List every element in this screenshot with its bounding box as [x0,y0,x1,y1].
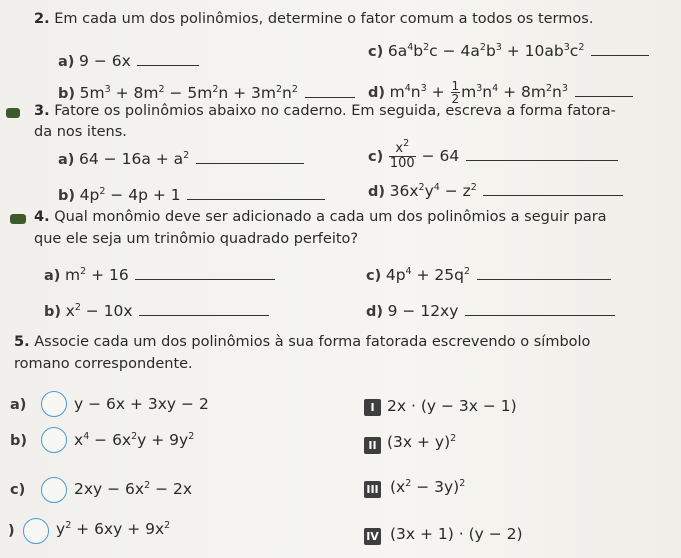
q5-left-d-label: ) [8,523,15,539]
q2-item-a [58,52,199,70]
q3-item-d [368,182,623,200]
q2-item-a-expr: 9 − 6x [79,52,131,70]
answer-blank[interactable] [477,278,611,280]
roman-numeral-badge: IV [364,528,381,545]
q3-header-line1 [34,103,616,119]
q4-item-c-label: c) [366,268,382,284]
answer-blank[interactable] [139,314,269,316]
answer-blank[interactable] [135,278,275,280]
q3-header-line2: da nos itens. [34,124,127,140]
q2-item-c-expr: $6a^4b^2c - 4a^2b^3 + 10ab^3c^2$ [387,42,585,60]
q2-item-d [368,80,633,105]
answer-blank[interactable] [465,314,615,316]
q5-left-c-expr: $2xy - 6x^2 - 2x$ [74,480,193,498]
q3-item-a-label: a) [58,152,75,168]
q4-item-d-expr: 9 − 12xy [387,302,459,320]
q4-item-d [366,302,615,320]
q5-left-a-label: a) [10,397,27,413]
answer-blank[interactable] [187,198,325,200]
q5-left-c [10,482,25,498]
q5-right-4-expr: (3x + 1) · (y − 2) [390,525,523,543]
q4-header-line2: que ele seja um trinômio quadrado perfeito? [34,231,359,247]
q4-item-a-expr: $m^2 + 16$ [65,266,129,284]
q2-item-a-label: a) [58,54,75,70]
q3-item-b [58,186,325,204]
q4-item-b-expr: $x^2 - 10x$ [65,302,133,320]
q2-number: 2. [34,11,50,27]
q3-item-b-expr: $4p^2 - 4p + 1$ [79,186,181,204]
q5-left-a [10,397,26,413]
q4-item-b-label: b) [44,304,62,320]
q3-item-c [368,138,618,171]
q3-item-c-label: c) [368,149,384,165]
q3-text-line1: Fatore os polinômios abaixo no caderno. Em seguida, escreva a forma fatora- [54,103,616,119]
q3-item-d-expr: $36x^2y^4 - z^2$ [389,182,477,200]
q2-item-d-expr: $m^4n^3$ + $\frac{1}{2}$ $m^3n^4 + 8m^2n^3$ [389,79,568,106]
answer-circle[interactable] [41,477,67,503]
q5-text-line1: Associe cada um dos polinômios à sua forma fatorada escrevendo o símbolo [34,334,591,350]
answer-blank[interactable] [575,95,633,97]
q2-item-b-label: b) [58,86,76,102]
q5-left-b-label: b) [10,433,28,449]
answer-circle[interactable] [23,518,49,544]
roman-numeral-badge: I [364,399,381,416]
q5-right-3-expr: $(x^2 - 3y)^2$ [390,478,466,496]
q5-right-2-expr: $(3x + y)^2$ [387,433,457,451]
roman-numeral-badge: III [364,481,381,498]
q2-item-b-expr: $5m^3 + 8m^2 - 5m^2n + 3m^2n^2$ [79,84,298,102]
q4-header-line1 [34,209,607,225]
q4-item-b [44,302,269,320]
answer-blank[interactable] [591,54,649,56]
answer-blank[interactable] [466,159,618,161]
q2-header [34,11,593,27]
q5-left-c-label: c) [10,482,26,498]
q4-item-c-expr: $4p^4 + 25q^2$ [385,266,471,284]
q4-item-a-label: a) [44,268,61,284]
q4-item-c [366,266,611,284]
q4-number: 4. [34,209,50,225]
q5-right-1-expr: 2x · (y − 3x − 1) [387,397,517,415]
roman-numeral-badge: II [364,437,381,454]
q3-item-a [58,150,304,168]
answer-circle[interactable] [41,391,67,417]
fraction-half: $\frac{1}{2}$ [451,79,460,106]
page-mark [10,214,26,224]
q3-item-d-label: d) [368,184,386,200]
q5-header-line1 [14,334,590,350]
answer-blank[interactable] [196,162,304,164]
q5-header-line2: romano correspondente. [14,356,193,372]
q2-item-b [58,84,355,102]
q4-item-d-label: d) [366,304,384,320]
page-mark [6,108,20,118]
q3-item-c-expr: $\frac{x^2}{100}$ − 64 [389,138,460,171]
answer-blank[interactable] [137,64,199,66]
answer-circle[interactable] [41,427,67,453]
q3-number: 3. [34,103,50,119]
q5-number: 5. [14,334,30,350]
q2-item-c [368,42,649,60]
fraction-x2-over-100: $\frac{x^2}{100}$ [389,138,415,171]
q2-item-c-label: c) [368,44,384,60]
q5-left-d [8,523,15,539]
q5-left-a-expr: y − 6x + 3xy − 2 [74,395,209,413]
q4-text-line1: Qual monômio deve ser adicionado a cada um dos polinômios a seguir para [54,209,607,225]
q5-left-b [10,433,27,449]
q2-item-d-label: d) [368,85,386,101]
q2-text: Em cada um dos polinômios, determine o fator comum a todos os termos. [54,11,594,27]
q5-left-b-expr: $x^4 - 6x^2y + 9y^2$ [74,431,195,449]
answer-blank[interactable] [305,96,355,98]
q4-item-a [44,266,275,284]
q5-left-d-expr: $y^2 + 6xy + 9x^2$ [56,520,171,538]
answer-blank[interactable] [483,194,623,196]
q3-item-b-label: b) [58,188,76,204]
q3-item-a-expr: $64 - 16a + a^2$ [79,150,190,168]
